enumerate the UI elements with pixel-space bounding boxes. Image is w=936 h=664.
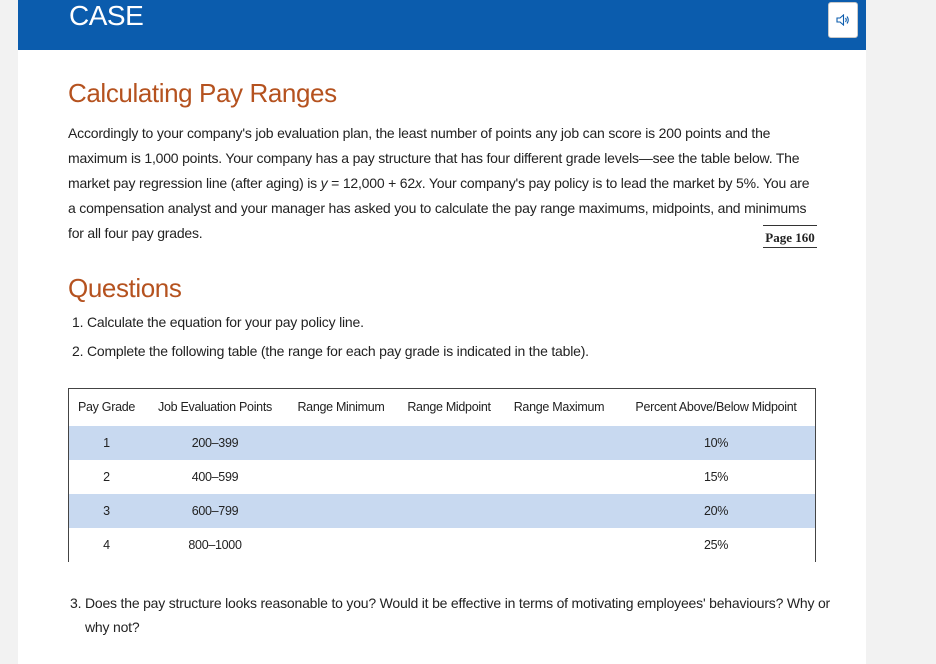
page-marker: Page 160 — [763, 225, 817, 248]
header-job-evaluation-points: Job Evaluation Points — [158, 400, 272, 414]
cell-pay-grade: 1 — [103, 436, 110, 450]
cell-percent-above-below: 15% — [703, 470, 729, 484]
cell-range-minimum — [286, 494, 396, 528]
cell-range-maximum — [502, 494, 616, 528]
speaker-icon — [836, 14, 850, 26]
cell-range-midpoint — [396, 494, 502, 528]
header-range-maximum: Range Maximum — [513, 400, 605, 414]
header-percent-above-below: Percent Above/Below Midpoint — [635, 400, 797, 414]
cell-job-evaluation-points: 400–599 — [191, 470, 239, 484]
case-banner — [18, 0, 866, 50]
banner-title: CASE — [69, 0, 144, 31]
case-page — [18, 0, 866, 664]
table-row — [69, 426, 815, 460]
cell-percent-above-below: 25% — [703, 538, 729, 552]
cell-percent-above-below: 20% — [703, 504, 729, 518]
intro-text-end: . Your company's pay policy is to lead the market by 5%. You are a compensation analyst and your manager has asked you to calculate the pay range maximums, midpoints, and minimums for all four pay grades. — [68, 175, 810, 241]
cell-range-midpoint — [396, 460, 502, 494]
cell-job-evaluation-points: 800–1000 — [188, 538, 242, 552]
audio-button[interactable] — [828, 2, 858, 38]
cell-range-midpoint — [396, 528, 502, 562]
cell-job-evaluation-points: 200–399 — [191, 436, 239, 450]
question-1: 1. Calculate the equation for your pay policy line. — [72, 314, 364, 330]
cell-range-midpoint — [396, 426, 502, 460]
equation-x: x — [414, 175, 422, 191]
cell-range-minimum — [286, 426, 396, 460]
table-row — [69, 528, 815, 562]
header-range-minimum: Range Minimum — [297, 400, 385, 414]
table-row — [69, 494, 815, 528]
equation-mid: = 12,000 + 62 — [327, 175, 415, 191]
cell-range-minimum — [286, 528, 396, 562]
questions-title: Questions — [68, 273, 182, 303]
question-2: 2. Complete the following table (the range for each pay grade is indicated in the table). — [72, 343, 589, 359]
cell-range-maximum — [502, 426, 616, 460]
cell-percent-above-below: 10% — [703, 436, 729, 450]
case-title: Calculating Pay Ranges — [68, 78, 337, 108]
cell-pay-grade: 3 — [103, 504, 110, 518]
cell-range-maximum — [502, 460, 616, 494]
cell-job-evaluation-points: 600–799 — [191, 504, 239, 518]
pay-grade-table — [68, 388, 816, 562]
header-range-midpoint: Range Midpoint — [407, 400, 491, 414]
cell-pay-grade: 4 — [103, 538, 110, 552]
header-pay-grade: Pay Grade — [77, 400, 136, 414]
cell-range-minimum — [286, 460, 396, 494]
intro-text: Accordingly to your company's job evaluation plan, the least number of points any job can score is 200 points and the maximum is 1,000 points. Your company has a pay structure that has four different grade levels—see the table below. The market pay regression line (after aging) is — [68, 125, 800, 191]
table-row — [69, 460, 815, 494]
cell-range-maximum — [502, 528, 616, 562]
table-header-row — [69, 389, 815, 425]
cell-pay-grade: 2 — [103, 470, 110, 484]
equation-y: y — [320, 175, 328, 191]
case-intro-paragraph — [68, 121, 818, 246]
question-3: 3. Does the pay structure looks reasonable to you? Would it be effective in terms of motivating employees' behaviours? Why or why not? — [70, 595, 831, 635]
